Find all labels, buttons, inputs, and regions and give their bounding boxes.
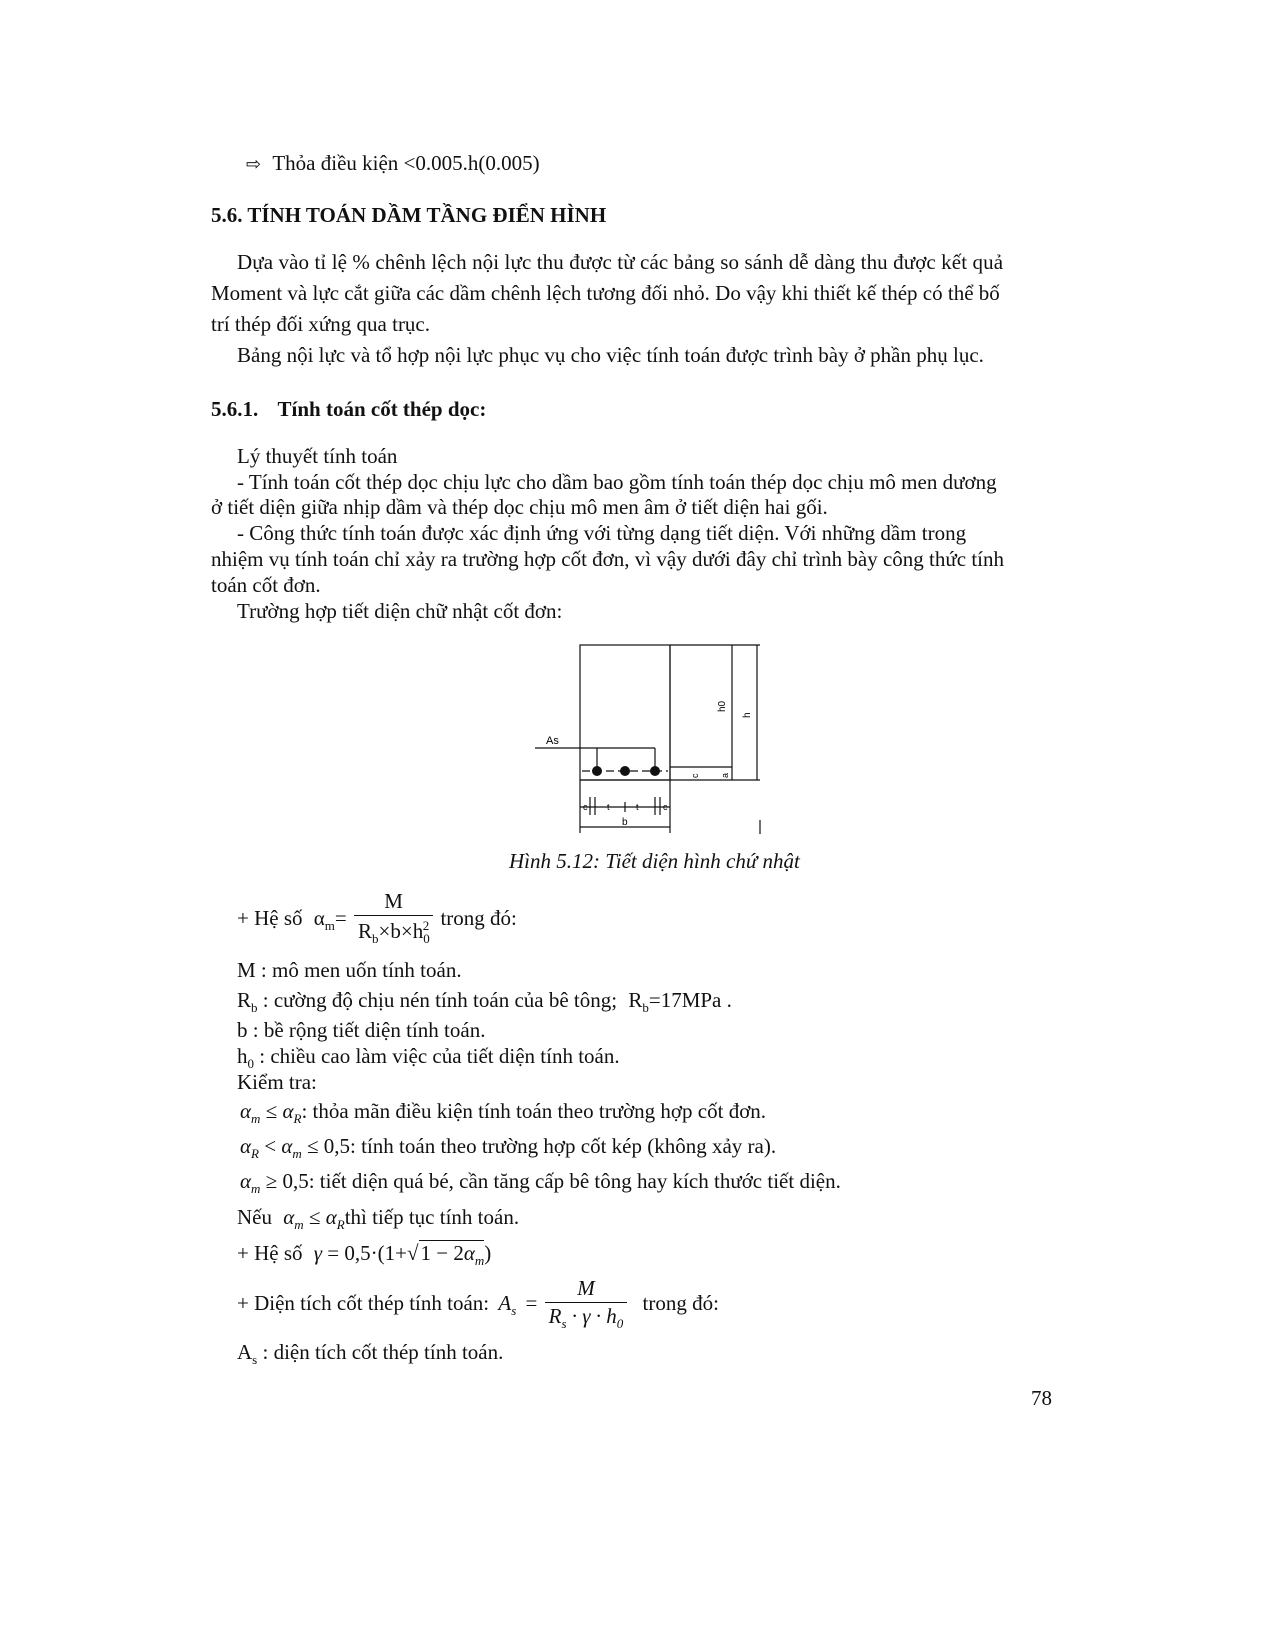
intro-p1-line1: Dựa vào tỉ lệ % chênh lệch nội lực thu được từ các bảng so sánh dễ dàng thu được kết quả [237,250,1004,274]
label-c-left: c [583,802,588,812]
label-a: a [720,772,730,778]
theory-heading: Lý thuyết tính toán [237,444,398,468]
alpha-m-fraction: $\frac{M}{R_b\times b\times h_0^2}$ [354,891,433,945]
top-note [246,153,540,174]
condition-continue: Nếu $\alpha_m$ ≤ $\alpha_Rthì$ tiếp tục tính toán. [237,1205,520,1233]
label-c-right: c [663,802,668,812]
formula-alpha-m: + Hệ số $\alpha_m=$ $\frac{M}{R_b\times b\times h_0^2}$ trong đó: [237,889,517,947]
def-b: b : bề rộng tiết diện tính toán. [237,1018,486,1042]
condition-3: $\alpha_m \ge 0,5$: tiết diện quá bé, cần tăng cấp bê tông hay kích thước tiết diện. [240,1169,841,1197]
theory-b1-line2: ở tiết diện giữa nhịp dầm và thép dọc chịu mô men âm ở tiết diện hai gối. [211,495,828,519]
rebar-1 [592,766,602,776]
check-heading: Kiểm tra: [237,1070,317,1094]
section-title: TÍNH TOÁN DẦM TẦNG ĐIỂN HÌNH [247,203,607,227]
section-number: 5.6. [211,203,243,227]
cross-section-figure [520,620,780,840]
label-t-left: t [607,802,610,812]
intro-p1-line3: trí thép đối xứng qua trục. [211,312,431,336]
as-fraction: $\frac{M}{R_s \cdot \gamma \cdot h_0}$ [545,1278,628,1330]
def-h0: $h_0$ : chiều cao làm việc của tiết diện tính toán. [237,1044,620,1072]
formula-gamma: + Hệ số $\gamma = 0,5\cdot(1+√1 - 2\alpha_m)$ [237,1241,492,1269]
beam-section-outline [580,645,670,780]
right-arrow-icon: ⇨ [246,154,262,175]
intro-p1-line2: Moment và lực cắt giữa các dầm chênh lệch tương đối nhỏ. Do vậy khi thiết kế thép có thể bố [211,281,1000,305]
figure-caption: Hình 5.12: Tiết diện hình chứ nhật [509,849,800,873]
label-h: h [742,712,753,718]
rebar-2 [620,766,630,776]
label-b: b [622,817,628,828]
intro-p2: Bảng nội lực và tổ hợp nội lực phục vụ cho việc tính toán được trình bày ở phần phụ lục. [237,343,984,367]
theory-b2-line3: toán cốt đơn. [211,573,321,597]
subsection-title: Tính toán cốt thép dọc: [277,397,487,421]
page-number: 78 [1031,1386,1052,1410]
label-c-side: c [690,773,700,778]
label-h0: h0 [717,700,728,712]
subsection-number: 5.6.1. [211,397,259,421]
theory-b1-line1: - Tính toán cốt thép dọc chịu lực cho dầm bao gồm tính toán thép dọc chịu mô men dương [237,470,997,494]
rebar-3 [650,766,660,776]
condition-2: $\alpha_R < \alpha_m \le 0,5$: tính toán theo trường hợp cốt kép (không xảy ra). [240,1134,777,1162]
label-t-right: t [636,802,639,812]
section-heading [211,205,606,226]
condition-1: $\alpha_m \le \alpha_R$: thỏa mãn điều kiện tính toán theo trường hợp cốt đơn. [240,1099,767,1127]
def-As: $A_s$ : diện tích cốt thép tính toán. [237,1340,504,1368]
theory-b2-line2: nhiệm vụ tính toán chỉ xảy ra trường hợp cốt đơn, vì vậy dưới đây chỉ trình bày công thức tính [211,547,1004,571]
top-note-text: Thỏa điều kiện <0.005.h(0.005) [272,151,540,175]
def-Rb: $R_b$ : cường độ chịu nén tính toán của bê tông; $R_b=17MPa$ . [237,988,732,1016]
def-M: M : mô men uốn tính toán. [237,958,462,982]
label-As: As [546,735,559,747]
theory-case: Trường hợp tiết diện chữ nhật cốt đơn: [237,599,563,623]
theory-b2-line1: - Công thức tính toán được xác định ứng với từng dạng tiết diện. Với những dầm trong [237,521,967,545]
formula-As: + Diện tích cốt thép tính toán: $A_s$ = $\frac{M}{R_s \cdot \gamma \cdot h_0}$ trong đó: [237,1276,719,1332]
subsection-heading [211,399,486,420]
